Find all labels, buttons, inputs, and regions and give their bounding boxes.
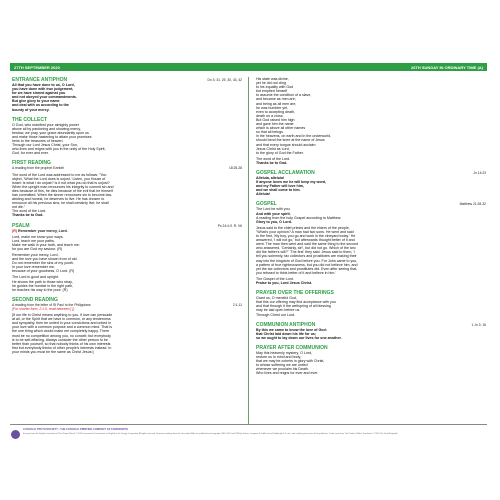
second-reading — [12, 297, 242, 354]
text-line: so we ought to lay down our lives for one another. — [256, 335, 342, 340]
psalm-line: Make me walk in your truth, and teach me: — [12, 242, 80, 247]
text-line: whenever we proclaim his Death. — [256, 367, 309, 372]
psalm-line: Remember your mercy, Lord, — [12, 253, 59, 257]
text-line: went. The man then went and said the same thing to the second — [256, 242, 359, 247]
prayer-after-communion — [256, 345, 486, 376]
psalm-line: Lord, teach me your paths. — [12, 238, 55, 243]
footer — [10, 424, 487, 447]
text-line: that we may be coheirs in glory with Christ, — [256, 359, 325, 364]
text-line: object, 'What the Lord does is unjust.' Listen, you House of — [12, 176, 106, 181]
text-line: so that all beings — [256, 130, 283, 135]
header-title: 26TH SUNDAY IN ORDINARY TIME (A) — [410, 64, 483, 70]
text-line: bounty of your mercy. — [12, 107, 50, 112]
text-line: to the glory of God the Father. — [256, 150, 304, 155]
text-line: first but everybody thinks of other people's interests instead. In — [12, 345, 112, 350]
text-line: but emptied himself — [256, 89, 288, 94]
text-line: If anyone loves me he will keep my word, — [256, 180, 327, 185]
text-line: The word of the Lord was addressed to me as follows: "You — [12, 172, 107, 177]
gospel-dialogue-line: The Lord be with you. — [256, 207, 291, 212]
gospel-dialogue-line: A reading from the holy Gospel according to Matthew. — [256, 215, 342, 220]
second-reading-intro: A reading from the letter of St Paul to the Philippians — [12, 302, 91, 307]
psalm-line: for you are God my saviour. (R) — [12, 246, 63, 251]
after-communion-text — [256, 351, 486, 376]
psalm-response-marker: (R) — [12, 228, 17, 233]
prayer-over-offerings — [256, 290, 486, 316]
text-line: "What's your opinion? A man had two sons. He went and said — [256, 229, 354, 234]
footer-publisher: CATHOLIC TRUTH SOCIETY • THE CATHOLIC PRINTING COMPANY OF FARNWORTH — [23, 428, 128, 431]
acclamation-heading: GOSPEL ACCLAMATION — [256, 169, 315, 176]
text-line: should bend the knee at the name of Jesus — [256, 138, 325, 143]
text-line: is to be self-effacing. Always consider the other person to be — [12, 337, 108, 342]
communion-heading: COMMUNION ANTIPHON — [256, 321, 316, 328]
collect-text — [12, 123, 242, 156]
text-line: Alleluia! — [256, 192, 270, 197]
psalm-line: In your love remember me, — [12, 265, 55, 270]
text-line: But give glory to your name — [12, 99, 60, 104]
text-line: All that you have done to us, O Lord, — [12, 83, 75, 87]
gospel-acclamation — [256, 170, 486, 196]
hymn-response: Thanks be to God. — [256, 160, 288, 165]
text-line: you refused to think better of it and believe in him.' — [256, 270, 336, 275]
text-line: at all, or the Spirit that we have in common, or any tenderness — [12, 317, 111, 322]
text-line: better than yourself, so that nobody thinks of his own interests — [12, 341, 111, 346]
offerings-heading: PRAYER OVER THE OFFERINGS — [256, 290, 334, 297]
header-bar — [10, 63, 487, 71]
text-line: Israel: is what I do unjust? Is it not what you do that is unjust? — [12, 180, 110, 185]
psalm — [12, 223, 242, 292]
text-line: yet the tax collectors and prostitutes did. Even after seeing that, — [256, 266, 358, 271]
text-line: abiding and honest, he deserves to live. He has chosen to — [12, 197, 105, 202]
psalm-line: because of your goodness, O Lord. (R) — [12, 269, 75, 274]
psalm-stanza — [12, 253, 242, 273]
right-column — [256, 77, 486, 380]
entrance-ref: Dn 3: 31, 29, 30, 43, 42 — [207, 78, 242, 82]
first-reading-intro: A reading from the prophet Ezekiel — [12, 166, 65, 171]
text-line: a pattern of true righteousness, but you did not believe him, and — [256, 262, 358, 267]
text-line: to his equality with God — [256, 85, 294, 90]
entrance-heading: ENTRANCE ANTIPHON — [12, 77, 68, 83]
offerings-text — [256, 296, 486, 316]
text-line: Through our Lord Jesus Christ, your Son, — [12, 143, 78, 148]
text-line: God, for ever and ever. — [12, 151, 49, 156]
second-reading-text — [12, 313, 242, 354]
text-line: that this our offering may find acceptance with you — [256, 300, 336, 305]
text-line: and being as all men are, — [256, 101, 297, 106]
text-line: the one thing which would make me completely happy. There — [12, 329, 110, 334]
text-line: O God, who manifest your almighty power — [12, 122, 79, 127]
communion-antiphon — [256, 322, 486, 340]
text-line: restore us in mind and body, — [256, 354, 302, 359]
text-line: bestow, we pray, your grace abundantly upon us — [12, 130, 89, 135]
text-line: and we shall come to him. — [256, 188, 301, 193]
text-line: which is above all other names — [256, 126, 306, 131]
text-line: has committed. When the sinner renounces sin to become law- — [12, 192, 113, 197]
second-reading-heading: SECOND READING — [12, 296, 58, 303]
text-line: may be laid open before us. — [256, 308, 301, 313]
text-line: must be no competition among you, no conceit; but everybody — [12, 333, 111, 338]
text-line: and that every tongue should acclaim — [256, 142, 316, 147]
footer-copyright: Excerpts from the English translation of The Roman Missal © 2010 International Commission on English in the Liturgy Corporation. All rights reserved. Scripture readings from the Jerusalem Bible are published and copyright 1966, 1967 and 1968 by Darton, Longman & Todd Ltd and Doubleday & Co Inc, and used by permission of the publishers. Psalm texts from The Psalms, A New Translation © 1963 The Grail (England). — [23, 433, 398, 435]
psalm-line: he teaches his way to the poor. (R) — [12, 287, 68, 292]
text-line: Grant us, O merciful God, — [256, 296, 297, 301]
collect — [12, 117, 242, 156]
psalm-ref: Ps 24:4-9. R. V6 — [217, 223, 242, 228]
text-line: your minds you must be the same as Christ Jesus:] — [12, 349, 94, 354]
text-line: Jesus Christ as Lord, — [256, 146, 290, 151]
gospel — [256, 201, 486, 285]
gospel-text — [256, 226, 486, 275]
first-reading-response: Thanks be to God. — [12, 213, 44, 218]
acclamation-ref: Jn 14:23 — [473, 170, 486, 175]
psalm-line: he guides the humble in the right path, — [12, 283, 74, 288]
after-communion-heading: PRAYER AFTER COMMUNION — [256, 344, 328, 351]
gospel-closing: The Gospel of the Lord. — [256, 276, 294, 281]
second-reading-alt: (For shorter form, 2:1-5, read between [ ]) — [12, 306, 75, 311]
communion-text — [256, 328, 486, 340]
text-line: that Christ laid down his life for us; — [256, 331, 317, 336]
psalm-line: The Lord is good and upright. — [12, 275, 59, 280]
communion-ref: 1 Jn 3: 16 — [471, 322, 486, 327]
text-line: Jesus said to the chief priests and the elders of the people, — [256, 225, 350, 230]
text-line: answered, 'I will not go,' but afterwards thought better of it and — [256, 238, 355, 243]
text-line: and my Father will love him, — [256, 184, 304, 189]
hymn-text — [256, 77, 486, 155]
text-line: and deal with us according to the — [12, 103, 69, 108]
text-line: and became as men are; — [256, 97, 296, 102]
gospel-ref: Matthew 21:28-32 — [459, 202, 486, 207]
entrance-text — [12, 83, 242, 112]
text-line: for we have sinned against you — [12, 91, 66, 96]
gospel-dialogue-line: And with your spirit. — [256, 211, 291, 216]
text-line: tell you solemnly, tax collectors and prostitutes are making their — [256, 254, 357, 259]
text-line: yet he did not cling — [256, 81, 286, 86]
text-line: even to accepting death, — [256, 109, 296, 114]
text-line: and gave him the name — [256, 122, 294, 127]
first-reading-text — [12, 173, 242, 210]
hymn-closing: The word of the Lord. — [256, 156, 291, 161]
gospel-dialogue — [256, 207, 486, 223]
text-line: Who lives and reigns for ever and ever. — [256, 371, 319, 376]
text-line: who lives and reigns with you in the unity of the Holy Spirit, — [12, 147, 106, 152]
header-date: 27TH SEPTEMBER 2020 — [14, 64, 60, 70]
text-line: His state was divine, — [256, 77, 289, 81]
gospel-response: Praise to you, Lord Jesus Christ. — [256, 281, 313, 286]
first-reading-ref: 18:25-28 — [228, 166, 242, 171]
text-line: who answered, 'Certainly, sir!', but did not go. Which of the two — [256, 246, 356, 251]
hymn — [256, 77, 486, 165]
text-line: But God raised him high — [256, 117, 295, 122]
psalm-response-text: Remember your mercy, Lord. — [18, 228, 68, 233]
text-line: to whose suffering we are united — [256, 363, 308, 368]
psalm-line: Lord, make me know your ways. — [12, 234, 64, 239]
psalm-stanzas — [12, 235, 242, 292]
text-line: to assume the condition of a slave, — [256, 93, 312, 98]
second-reading-ref: 2:1-11 — [232, 302, 242, 307]
text-line: in the heavens, on earth and in the underworld, — [256, 134, 332, 139]
text-line: Alleluia, alleluia! — [256, 175, 285, 180]
left-column — [12, 77, 242, 359]
gospel-dialogue-line: Glory to you, O Lord. — [256, 219, 292, 224]
text-line: and not obeyed your commandments. — [12, 95, 77, 100]
first-reading-heading: FIRST READING — [12, 160, 51, 167]
text-line: renounce all his previous sins; he shall certainly live; he shall — [12, 201, 109, 206]
first-reading-closing: The word of the Lord. — [12, 209, 47, 214]
text-line: and that through it the wellspring of all blessing — [256, 304, 331, 309]
first-reading — [12, 160, 242, 217]
text-line: dies because of this, he dies because of the evil that he himself — [12, 188, 113, 193]
entrance-antiphon — [12, 77, 242, 112]
column-divider — [248, 77, 249, 424]
text-line: heirs to the treasures of heaven. — [12, 139, 64, 144]
text-line: When the upright man renounces his integrity to commit sin and — [12, 184, 114, 189]
text-line: and make those hastening to attain your promises — [12, 134, 92, 139]
psalm-line: Do not remember the sins of my youth. — [12, 261, 74, 266]
text-line: way into the kingdom of God before you. For John came to you, — [256, 258, 358, 263]
psalm-heading: PSALM — [12, 222, 30, 229]
psalm-line: and the love you have shown from of old. — [12, 257, 78, 262]
publisher-logo-icon — [11, 430, 20, 439]
psalm-stanza — [12, 275, 242, 291]
text-line: May this heavenly mystery, O Lord, — [256, 350, 313, 355]
text-line: death on a cross. — [256, 113, 284, 118]
text-line: Through Christ our Lord. — [256, 312, 296, 317]
acclamation-text — [256, 176, 486, 196]
text-line: you have done with true judgement, — [12, 87, 74, 92]
text-line: [If our life in Christ means anything to you, if love can persuade — [12, 313, 113, 318]
text-line: and sympathy, then be united in your convictions and united in — [12, 321, 112, 326]
collect-heading: THE COLLECT — [12, 116, 47, 123]
psalm-line: He shows the path to those who stray, — [12, 279, 73, 284]
text-line: above all by pardoning and showing mercy, — [12, 126, 81, 131]
text-line: your love with a common purpose and a common mind. That is — [12, 325, 113, 330]
text-line: to the first, 'My boy, you go and work in the vineyard today.' He — [256, 234, 356, 238]
text-line: By this we came to know the love of God: — [256, 327, 327, 332]
text-line: not die." — [12, 205, 26, 210]
text-line: did the father's will?" 'The first' they said. Jesus said to them, 'I — [256, 250, 356, 255]
text-line: he was humbler yet, — [256, 105, 289, 110]
gospel-heading: GOSPEL — [256, 201, 277, 208]
psalm-stanza — [12, 235, 242, 251]
